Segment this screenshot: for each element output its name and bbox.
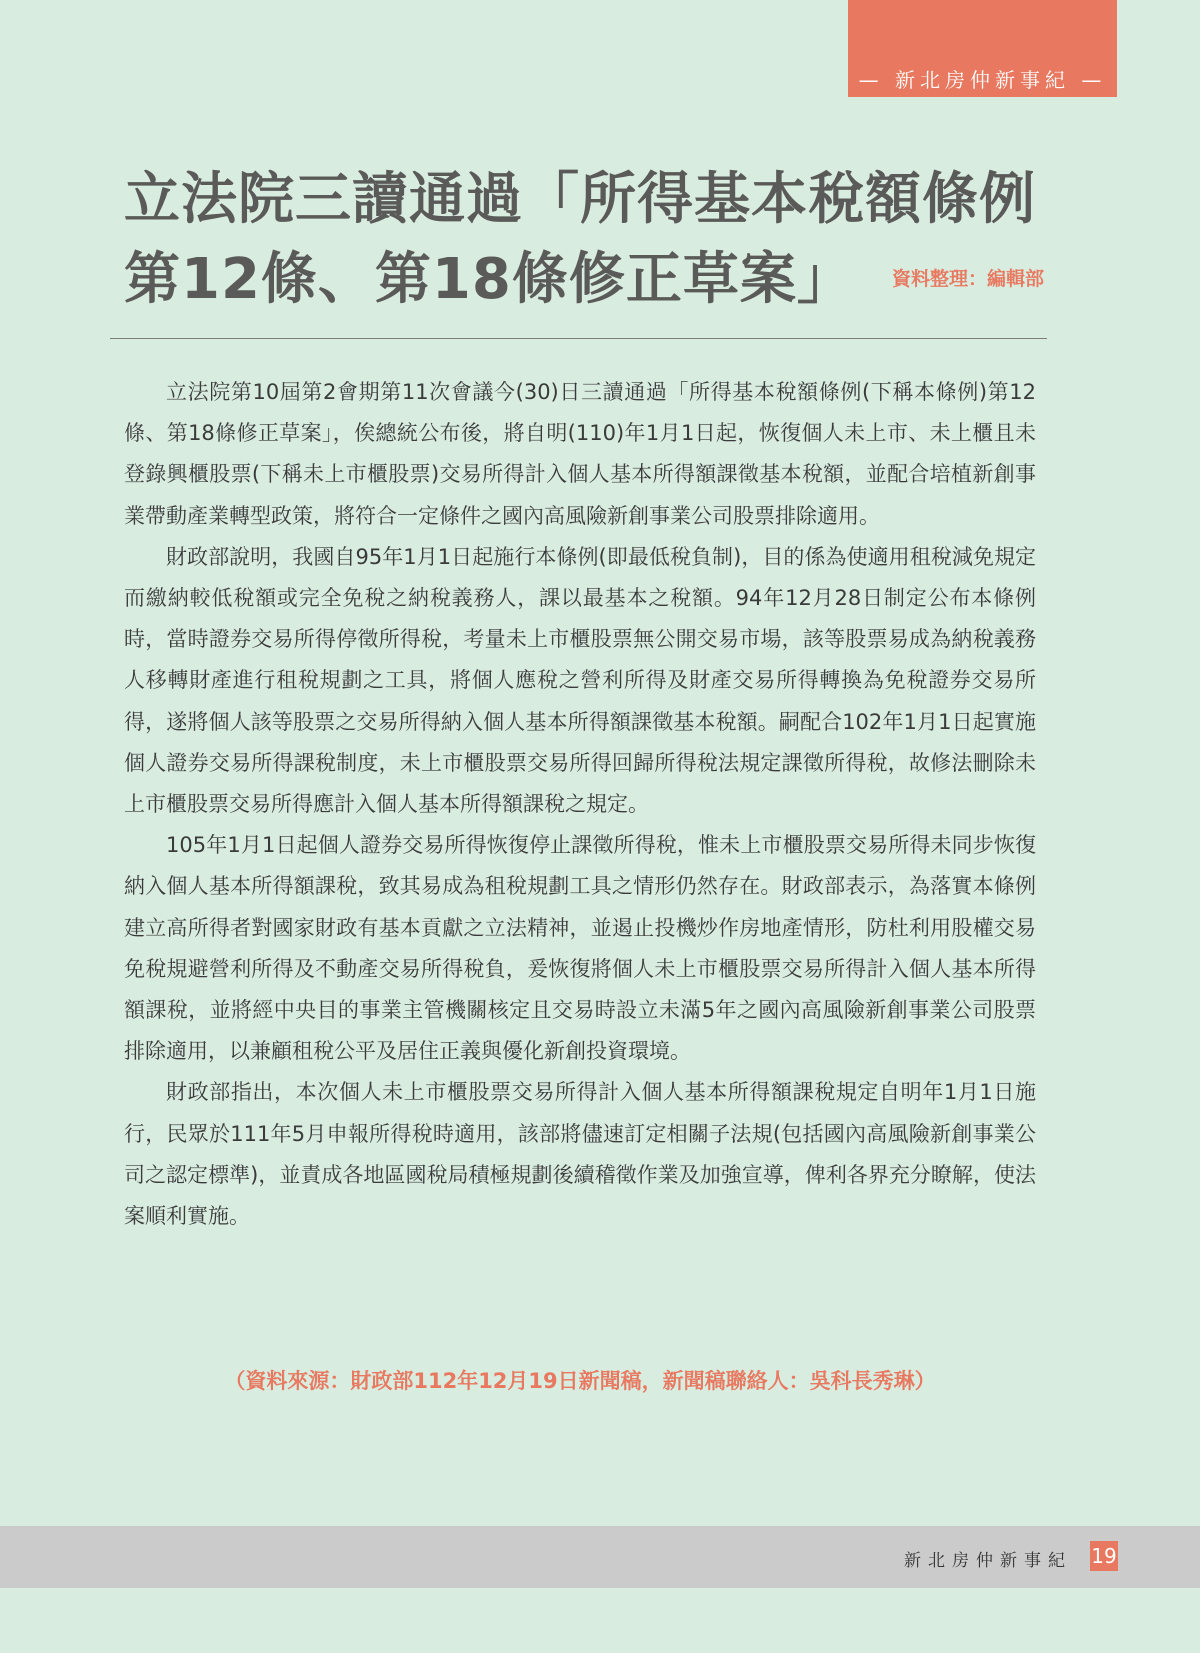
source-note: （資料來源：財政部112年12月19日新聞稿，新聞稿聯絡人：吳科長秀琳） (224, 1369, 936, 1393)
editor-credit: 資料整理：編輯部 (891, 268, 1044, 290)
article-title (124, 160, 1044, 320)
paragraph-2: 財政部說明，我國自95年1月1日起施行本條例(即最低稅負制)，目的係為使適用租稅減免規定而繳納較低稅額或完全免稅之納稅義務人，課以最基本之稅額。94年12月28日制定公布本條例時，當時證券交易所得停徵所得稅，考量未上市櫃股票無公開交易市場，該等股票易成為納稅義務人移轉財產進行租稅規劃之工具，將個人應稅之營利所得及財產交易所得轉換為免稅證券交易所得，遂將個人該等股票之交易所得納入個人基本所得額課徵基本稅額。嗣配合102年1月1日起實施個人證券交易所得課稅制度，未上市櫃股票交易所得回歸所得稅法規定課徵所得稅，故修法刪除未上市櫃股票交易所得應計入個人基本所得額課稅之規定。 (124, 544, 1036, 817)
title-divider (110, 338, 1047, 339)
section-tab-label: — 新北房仲新事紀 — (858, 68, 1107, 92)
footer-publication-name: 新北房仲新事紀 (904, 1551, 1072, 1571)
section-tab (848, 0, 1117, 97)
page-number: 19 (1090, 1541, 1118, 1571)
article-body (124, 372, 1036, 1237)
footer-bar (0, 1526, 1200, 1588)
title-line-1: 立法院三讀通過「所得基本稅額條例 (124, 167, 1036, 232)
title-line-2: 第12條、第18條修正草案」 (124, 247, 854, 312)
paragraph-3: 105年1月1日起個人證券交易所得恢復停止課徵所得稅，惟未上市櫃股票交易所得未同步恢復納入個人基本所得額課稅，致其易成為租稅規劃工具之情形仍然存在。財政部表示，為落實本條例建立高所得者對國家財政有基本貢獻之立法精神，並遏止投機炒作房地產情形，防杜利用股權交易免稅規避營利所得及不動產交易所得稅負，爰恢復將個人未上市櫃股票交易所得計入個人基本所得額課稅，並將經中央目的事業主管機關核定且交易時設立未滿5年之國內高風險新創事業公司股票排除適用，以兼顧租稅公平及居住正義與優化新創投資環境。 (124, 833, 1036, 1064)
paragraph-1: 立法院第10屆第2會期第11次會議今(30)日三讀通過「所得基本稅額條例(下稱本條例)第12條、第18條修正草案」，俟總統公布後，將自明(110)年1月1日起，恢復個人未上市、未上櫃且未登錄興櫃股票(下稱未上市櫃股票)交易所得計入個人基本所得額課徵基本稅額，並配合培植新創事業帶動產業轉型政策，將符合一定條件之國內高風險新創事業公司股票排除適用。 (124, 380, 1036, 528)
paragraph-4: 財政部指出，本次個人未上市櫃股票交易所得計入個人基本所得額課稅規定自明年1月1日施行，民眾於111年5月申報所得稅時適用，該部將儘速訂定相關子法規(包括國內高風險新創事業公司之認定標準)，並責成各地區國稅局積極規劃後續稽徵作業及加強宣導，俾利各界充分瞭解，使法案順利實施。 (124, 1080, 1036, 1229)
